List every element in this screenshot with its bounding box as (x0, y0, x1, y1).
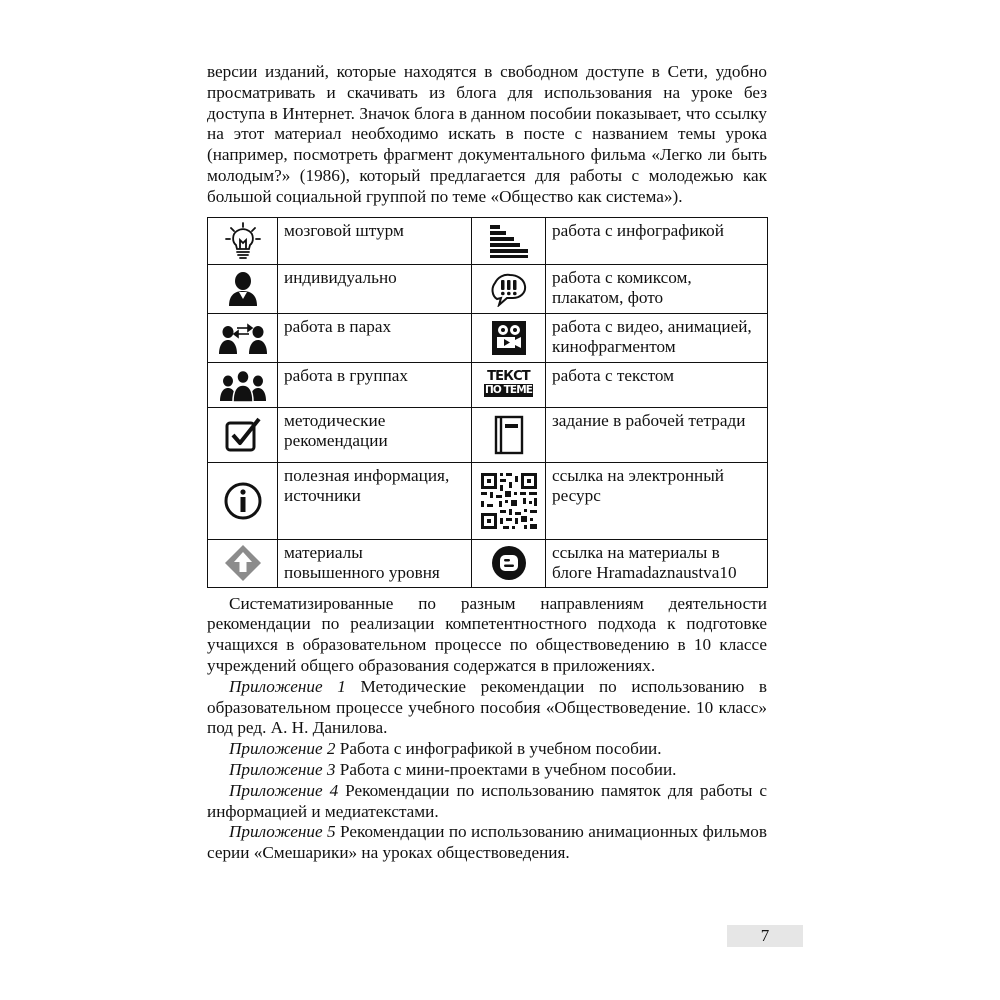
legend-label: работа в парах (278, 313, 472, 362)
appendix-item: Приложение 4 Рекомендации по использованию памяток для работы с информацией и медиатекстами. (207, 780, 767, 821)
legend-label: задание в рабочей тетради (546, 407, 768, 462)
appendix-item: Приложение 5 Рекомендации по использованию анимационных фильмов серии «Смешарики» на уроках обществоведения. (207, 822, 767, 863)
appendix-item: Приложение 2 Работа с инфографикой в учебном пособии. (229, 739, 662, 759)
legend-label: методические рекомендации (278, 407, 472, 462)
comic-speech-icon (489, 271, 529, 307)
checkbox-icon (224, 416, 262, 454)
summary-paragraph: Систематизированные по разным направлениям деятельности рекомендации по реализации компетентностного подхода к подготовке учащихся в образовательном процессе по обществоведению в 10 классе учреждений общего образования содержатся в приложениях. (207, 593, 767, 675)
appendix-item: Приложение 3 Работа с мини-проектами в учебном пособии. (229, 759, 677, 779)
person-icon (226, 271, 260, 307)
infographic-bars-icon (488, 223, 530, 259)
workbook-icon (492, 415, 526, 455)
legend-label: работа с комиксом, плакатом, фото (546, 264, 768, 313)
legend-label: работа с инфографикой (546, 217, 768, 264)
legend-row (208, 313, 768, 362)
text-topic-icon: ТЕКСТ ПО ТЕМЕ (484, 369, 533, 397)
legend-row (208, 217, 768, 264)
info-icon (223, 481, 263, 521)
legend-label: ссылка на электронный ресурс (546, 462, 768, 539)
page-number: 7 (727, 925, 803, 947)
lightbulb-icon (223, 221, 263, 261)
legend-row (208, 407, 768, 462)
legend-row (208, 264, 768, 313)
legend-row (208, 362, 768, 407)
appendix-label: Приложение 5 (229, 822, 336, 842)
legend-label: мозговой штурм (278, 217, 472, 264)
qr-code-icon (479, 471, 539, 531)
appendix-label: Приложение 4 (229, 780, 339, 800)
up-arrow-icon (223, 543, 263, 583)
appendix-label: Приложение 1 (229, 676, 346, 696)
group-icon (218, 368, 268, 402)
legend-label: работа с текстом (546, 362, 768, 407)
legend-label: индивидуально (278, 264, 472, 313)
appendix-item: Приложение 1 Методические рекомендации по использованию в образовательном процессе учебного пособия «Обществоведение. 10 класс» под ред. А. Н. Данилова. (207, 676, 768, 738)
page-body (207, 62, 767, 864)
legend-row (208, 462, 768, 539)
icon-legend-table (207, 217, 768, 588)
legend-label: материалы повышенного уровня (278, 539, 472, 587)
appendix-label: Приложение 3 (229, 759, 336, 779)
appendix-label: Приложение 2 (229, 739, 336, 759)
intro-paragraph: версии изданий, которые находятся в свободном доступе в Сети, удобно просматривать и скачивать из блога для использования на уроке без доступа в Интернет. Значок блога в данном пособии показывает, что ссылку на этот материал необходимо искать в посте с названием темы урока (например, посмотреть фрагмент документального фильма «Легко ли быть молодым?» (1986), который предлагается для работы с молодежью как большой социальной группой по теме «Общество как система»). (207, 62, 767, 206)
legend-label: полезная информация, источники (278, 462, 472, 539)
legend-label: ссылка на материалы в блоге Hramadaznaustva10 (546, 539, 768, 587)
legend-label: работа с видео, анимацией, кинофрагментом (546, 313, 768, 362)
film-video-icon (489, 319, 529, 357)
legend-row (208, 539, 768, 587)
pair-icon (218, 321, 268, 355)
legend-label: работа в группах (278, 362, 472, 407)
blogger-icon (490, 544, 528, 582)
